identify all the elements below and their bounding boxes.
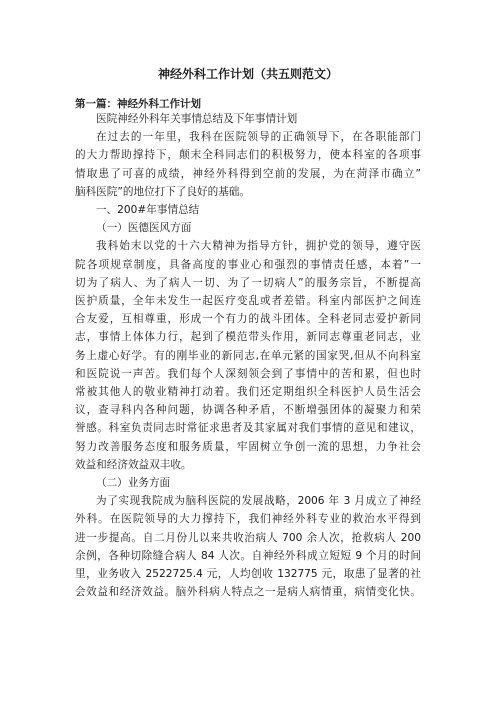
text-line: 合友爱，互相尊重，形成一个有力的战斗团体。全科老同志爱护新同 [75,313,421,326]
text-line: 情取患了可喜的成绩，神经外科得到空前的发展，为在菏泽市确立” [75,167,421,180]
text-line: 常被其他人的敬业精神打动着。我们还定期组织全科医护人员生活会 [75,386,421,398]
section-heading: 第一篇：神经外科工作计划 [75,98,201,110]
text-line: 切为了病人、为了病人一切、为了一切病人”的服务宗旨，不断提高 [75,276,421,289]
text-line: 的大力帮助撑持下，颠末全科同志们的积极努力，使本科室的各项事 [75,149,421,162]
text-line: 和医院说一声苦。我们每个人深刻领会到了事情中的苦和累，但也时 [75,367,421,380]
text-line: 志，事情上体体力行，起到了模范带头作用，新同志尊重老同志，业 [75,331,421,344]
text-line: 努力改善服务态度和服务质量，牢固树立争创一流的思想，力争社会 [75,440,421,453]
text-line: 外科。在医院领导的大力撑持下，我们神经外科专业的救治水平得到 [75,513,421,526]
text-line: 脑科医院”的地位打下了良好的基础。 [75,185,250,198]
text-line: 效益和经济效益双丰收。 [75,458,192,471]
text-line: （一）医德医风方面 [96,222,192,235]
text-line: 在过去的一年里，我科在医院领导的正确领导下，在各职能部门 [96,131,421,144]
document-title: 神经外科工作计划（共五则范文） [157,67,338,81]
text-line: （二）业务方面 [96,477,171,489]
text-line: 里，业务收入 2522725.4 元，人均创收 132775 元，取患了显著的社 [75,568,421,580]
text-line: 务上虚心好学。有的刚毕业的新同志,在单元紧的国家哭,但从不向科室 [75,349,421,362]
text-line: 会效益和经济效益。脑外科病人特点之一是病人病情重，病情变化快。 [75,586,421,599]
text-line: 院各项规章制度，具备高度的事业心和强烈的事情责任感，本着”一 [75,258,421,271]
text-line: 医院神经外科年关事情总结及下年事情计划 [96,113,298,125]
text-line: 进一步提高。自二月份儿以来共收治病人 700 余人次，抢救病人 200 [75,531,421,544]
text-line: 余例，各种切除缝合病人 84 人次。自神经外科成立短短 9 个月的时间 [75,549,421,562]
text-line: 誉感。科室负责同志时常征求患者及其家属对我们事情的意见和建议， [75,422,421,435]
text-line: 医护质量，全年未发生一起医疗变乱或者差错。科室内部医护之间连 [75,295,421,307]
text-line: 议，查寻科内各种问题，协调各种矛盾，不断增强团体的凝聚力和荣 [75,404,421,417]
text-line: 一、200#年事情总结 [96,204,200,216]
text-line: 我科始末以党的十六大精神为指导方针，拥护党的领导，遵守医 [96,240,421,253]
text-line: 为了实现我院成为脑科医院的发展战略，2006 年 3 月成立了神经 [96,495,421,508]
